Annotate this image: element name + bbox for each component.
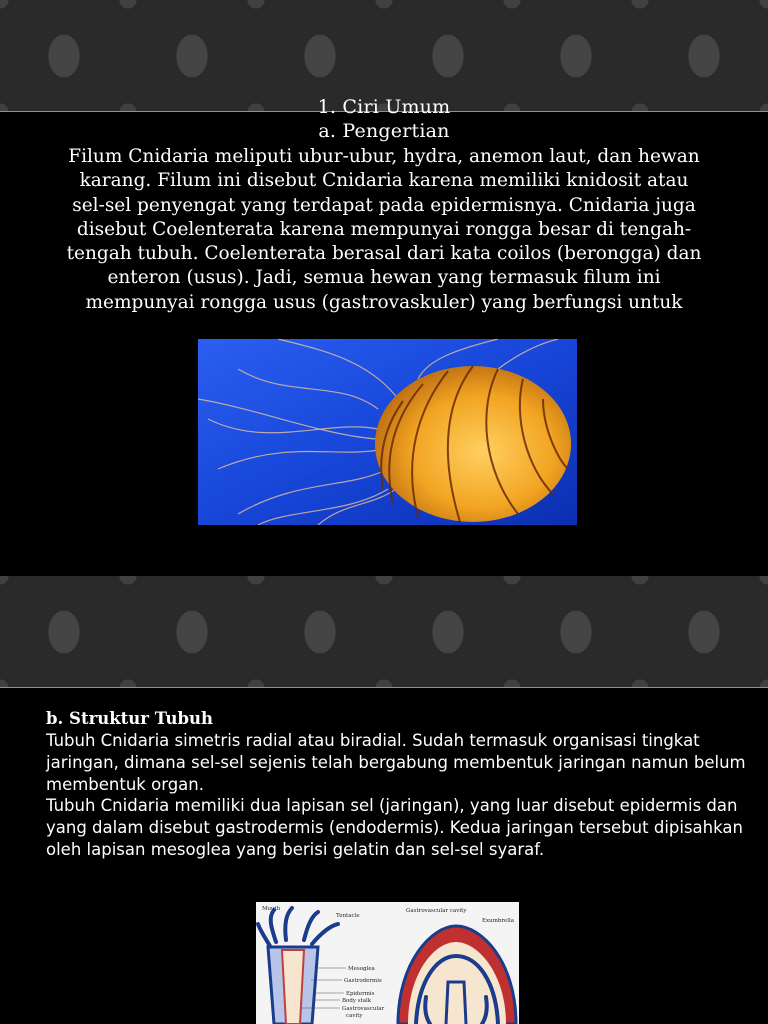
section-heading: b. Struktur Tubuh: [46, 709, 214, 728]
slide-subtitle: a. Pengertian: [318, 120, 450, 142]
structure-paragraph: Tubuh Cnidaria simetris radial atau biradial. Sudah termasuk organisasi tingkat jaringan, dimana sel-sel sejenis telah bergabung membentuk jaringan namun belum membentuk organ.: [46, 731, 746, 794]
label-tentacle: Tentacle: [336, 913, 360, 919]
label-mesoglea: Mesoglea: [348, 966, 375, 972]
label-cavity: cavity: [346, 1013, 363, 1019]
definition-paragraph: Filum Cnidaria meliputi ubur-ubur, hydra, anemon laut, dan hewan karang. Filum ini disebut Cnidaria karena memiliki knidosit atau sel-sel penyengat yang terdapat pada epidermisnya. Cnidaria juga disebut Coelenterata karena mempunyai rongga besar di tengah-tengah tubuh. Coelenterata berasal dari kata coilos (berongga) dan enteron (usus). Jadi, semua hewan yang termasuk filum ini mempunyai rongga usus (gastrovaskuler) yang berfungsi untuk: [66, 146, 702, 313]
damask-background-middle: [0, 576, 768, 687]
label-body-stalk: Body stalk: [342, 998, 372, 1004]
label-mouth: Mouth: [262, 906, 281, 912]
jellyfish-photo: [198, 339, 577, 525]
cnidaria-body-diagram: [256, 902, 519, 1024]
label-epidermis: Epidermis: [346, 991, 375, 997]
label-exumbrella: Exumbrella: [482, 918, 515, 924]
label-gastrovascular-cavity: Gastrovascular cavity: [406, 908, 467, 914]
label-gastrodermis: Gastrodermis: [344, 978, 382, 984]
structure-paragraph: Tubuh Cnidaria memiliki dua lapisan sel (jaringan), yang luar disebut epidermis dan yang dalam disebut gastrodermis (endodermis). Kedua jaringan tersebut dipisahkan oleh lapisan mesoglea yang berisi gelatin dan sel-sel syaraf.: [46, 796, 743, 859]
label-gastrovascular: Gastrovascular: [342, 1006, 385, 1012]
structure-text: [46, 730, 746, 861]
slide-title: 1. Ciri Umum: [317, 96, 451, 118]
